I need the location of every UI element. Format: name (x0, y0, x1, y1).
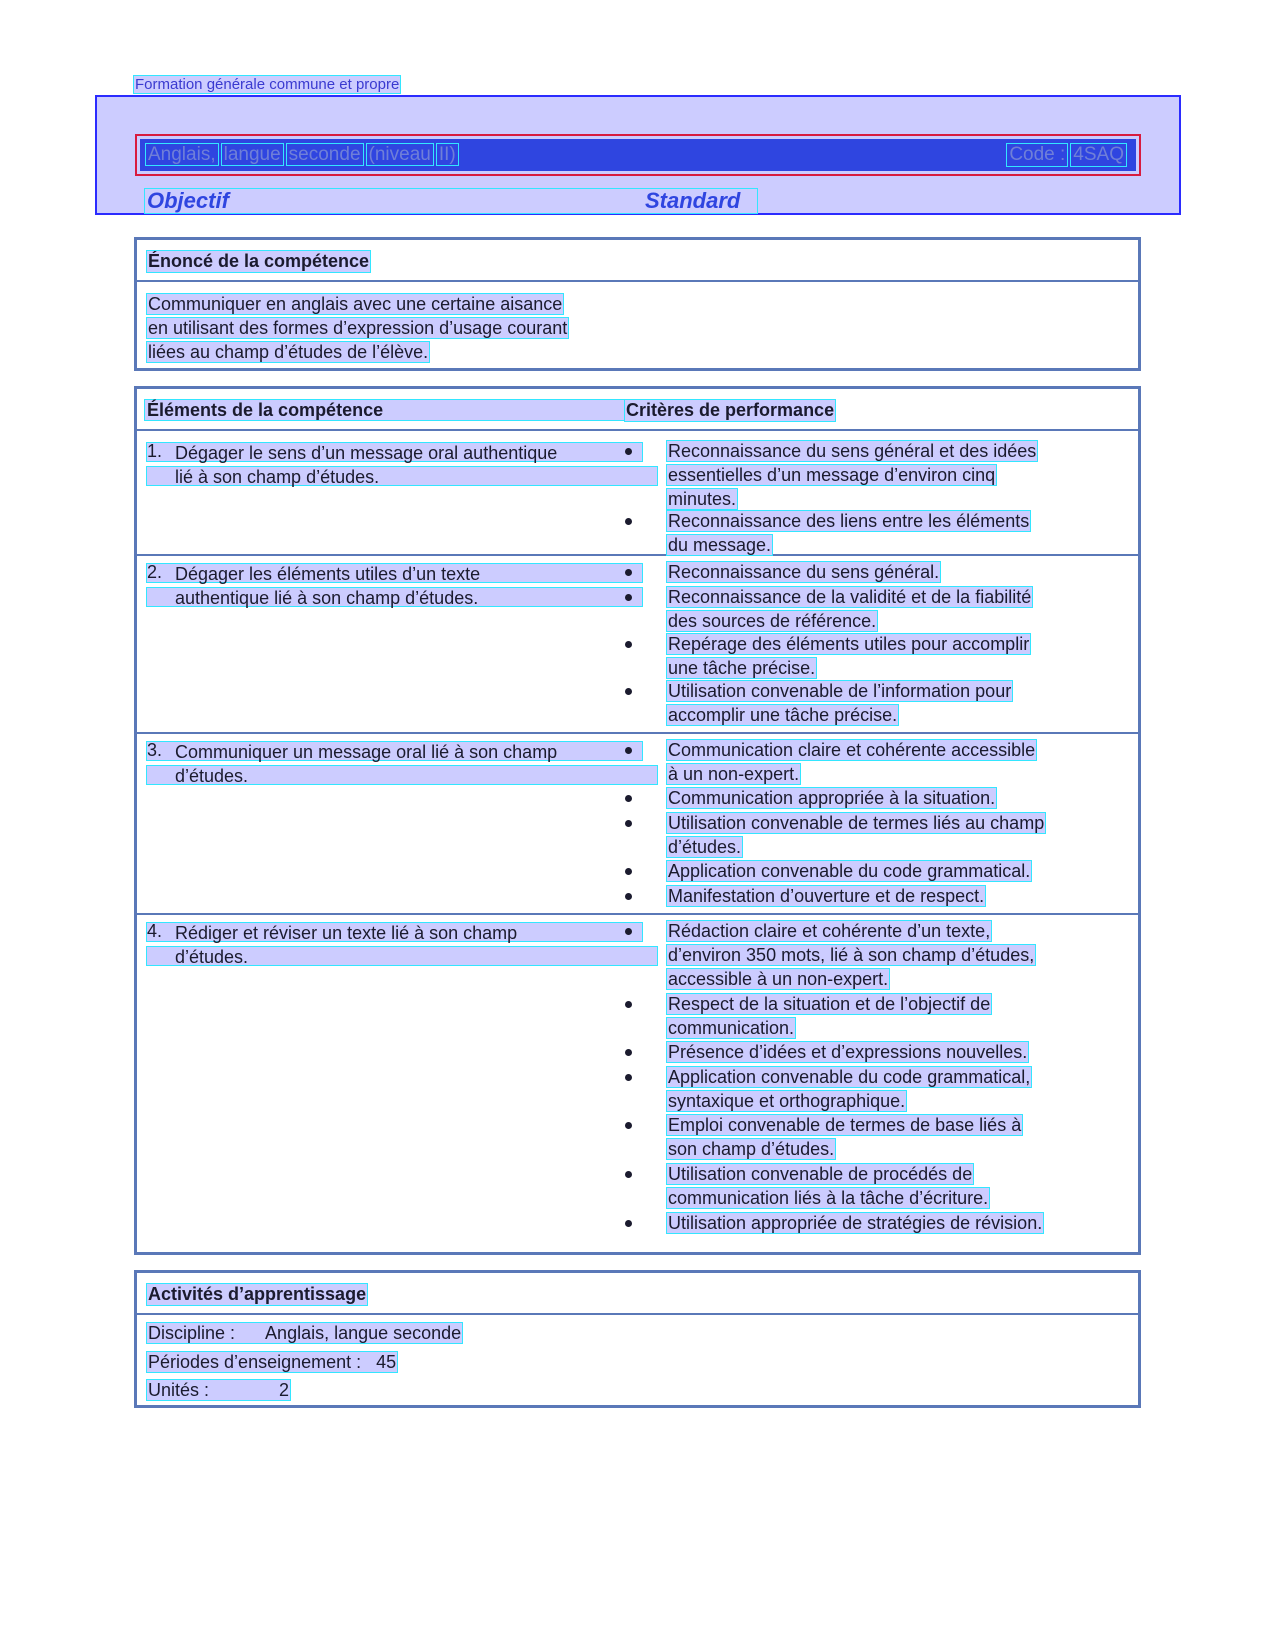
course-title-bar (140, 139, 1136, 171)
bullet-icon (625, 1001, 632, 1008)
course-title (146, 144, 462, 166)
elements-table-header (137, 389, 1138, 431)
unites-line (147, 1380, 290, 1401)
bullet-icon (625, 641, 632, 648)
discipline-value: Anglais, langue seconde (265, 1323, 462, 1343)
standard-label: Standard (645, 188, 741, 213)
enonce-line: liées au champ d’études de l’élève. (148, 342, 429, 362)
discipline-line (147, 1323, 462, 1344)
objective-standard-row (145, 189, 757, 213)
periodes-value: 45 (376, 1352, 397, 1372)
element-row: 2. Dégager les éléments utiles d’un texte authentique lié à son champ d’études. Reconnaissance du sens général. Reconnaissance de la validité et de la fiabilité des sources de référence. Repérage des éléments utiles pour accomplir une tâche précise. Utilisation convenable de l’information pour accomplir une tâche précise. (137, 554, 1138, 734)
course-title-word: Anglais, (148, 144, 216, 165)
element-row: 3. Communiquer un message oral lié à son champ d’études. Communication claire et cohérente accessible à un non-expert. Communication appropriée à la situation. Utilisation convenable de termes liés au champ d’études. Application convenable du code grammatical. Manifestation d’ouverture et de respect. (137, 732, 1138, 915)
bullet-icon (625, 1122, 632, 1129)
elements-heading: Éléments de la compétence (147, 400, 384, 420)
element-number: 4. (147, 921, 163, 941)
element-text: Dégager le sens d’un message oral authentique lié à son champ d’études. (175, 443, 558, 487)
bullet-icon (625, 1220, 632, 1227)
periodes-label: Périodes d’enseignement : (148, 1352, 362, 1372)
bullet-icon (625, 747, 632, 754)
periodes-line (147, 1352, 397, 1373)
bullet-icon (625, 1171, 632, 1178)
bullet-icon (625, 1074, 632, 1081)
course-code-label: Code : (1009, 144, 1066, 165)
enonce-heading: Énoncé de la compétence (137, 240, 1138, 282)
bullet-icon (625, 594, 632, 601)
unites-value: 2 (279, 1380, 290, 1400)
course-header-banner (95, 95, 1181, 215)
course-code-value: 4SAQ (1073, 144, 1124, 165)
bullet-icon (625, 868, 632, 875)
course-title-frame (135, 134, 1141, 176)
objectif-label: Objectif (147, 188, 229, 213)
activites-heading: Activités d’apprentissage (137, 1273, 1138, 1315)
bullet-icon (625, 569, 632, 576)
course-title-word: langue (223, 144, 281, 165)
element-number: 3. (147, 740, 163, 760)
element-text: Dégager les éléments utiles d’un texte authentique lié à son champ d’études. (175, 564, 481, 608)
bullet-icon (625, 1049, 632, 1056)
course-title-word: II) (438, 144, 456, 165)
course-title-word: seconde (288, 144, 361, 165)
enonce-line: en utilisant des formes d’expression d’usage courant (148, 318, 568, 338)
bullet-icon (625, 795, 632, 802)
element-row: 4. Rédiger et réviser un texte lié à son champ d’études. Rédaction claire et cohérente d’un texte, d’environ 350 mots, lié à son champ d’études, accessible à un non-expert. Respect de la situation et de l’objectif de communication. Présence d’idées et d’expressions nouvelles. Application convenable du code grammatical, syntaxique et orthographique. Emploi convenable de termes de base liés à son champ d’études. Utilisation convenable de procédés de communication liés à la tâche d’écriture. Utilisation appropriée de stratégies de révision. (147, 921, 1043, 1233)
enonce-section (134, 237, 1141, 371)
document-section-caption: Formation générale commune et propre (135, 76, 400, 93)
element-text: Communiquer un message oral lié à son champ d’études. (175, 742, 558, 786)
course-title-word: (niveau (368, 144, 431, 165)
bullet-icon (625, 893, 632, 900)
element-text: Rédiger et réviser un texte lié à son champ d’études. (175, 923, 518, 967)
bullet-icon (625, 518, 632, 525)
bullet-icon (625, 688, 632, 695)
bullet-icon (625, 928, 632, 935)
enonce-line: Communiquer en anglais avec une certaine aisance (148, 294, 563, 314)
enonce-text (147, 292, 568, 364)
criteres-heading: Critères de performance (626, 400, 835, 420)
activites-section (134, 1270, 1141, 1408)
element-number: 1. (147, 441, 163, 461)
unites-label: Unités : (148, 1380, 210, 1400)
elements-criteres-table (134, 386, 1141, 1255)
course-code (1007, 144, 1130, 166)
bullet-icon (625, 820, 632, 827)
element-number: 2. (147, 562, 163, 582)
element-row: 1. Dégager le sens d’un message oral authentique lié à son champ d’études. Reconnaissance du sens général et des idées essentielles d’un message d’environ cinq minutes. Reconnaissance des liens entre les éléments du message. (137, 431, 1138, 556)
bullet-icon (625, 448, 632, 455)
discipline-label: Discipline : (148, 1323, 236, 1343)
